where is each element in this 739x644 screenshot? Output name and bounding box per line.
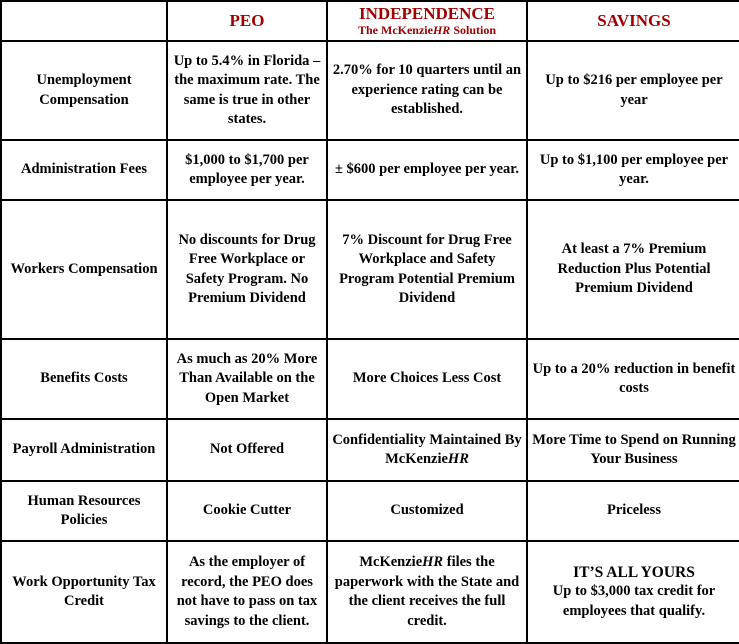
header-row (2, 2, 739, 42)
savings-cell (528, 542, 739, 642)
peo-cell: No discounts for Drug Free Workplace or Safety Program. No Premium Dividend (168, 201, 328, 340)
peo-cell: Up to 5.4% in Florida – the maximum rate. The same is true in other states. (168, 42, 328, 141)
savings-cell: Priceless (528, 482, 739, 542)
row-label: Payroll Administration (2, 420, 168, 482)
independence-text-post: files the paperwork with the State and the client receives the full credit. (334, 554, 520, 629)
independence-text-em: HR (447, 451, 469, 467)
savings-cell: Up to a 20% reduction in benefit costs (528, 340, 739, 420)
header-peo: PEO (168, 2, 328, 42)
subtitle-text-post: Solution (450, 23, 496, 37)
independence-cell: Customized (328, 482, 528, 542)
independence-cell: 2.70% for 10 quarters until an experience rating can be established. (328, 42, 528, 141)
table-row (2, 340, 739, 420)
savings-text: Up to $3,000 tax credit for employees that qualify. (552, 583, 716, 619)
peo-cell: Cookie Cutter (168, 482, 328, 542)
table-row (2, 420, 739, 482)
table-row (2, 482, 739, 542)
savings-title: IT’S ALL YOURS (573, 563, 695, 581)
savings-cell: Up to $216 per employee per year (528, 42, 739, 141)
peo-cell: As much as 20% More Than Available on the Open Market (168, 340, 328, 420)
row-label: Unemployment Compensation (2, 42, 168, 141)
row-label: Work Opportunity Tax Credit (2, 542, 168, 642)
savings-cell: More Time to Spend on Running Your Business (528, 420, 739, 482)
table-row (2, 141, 739, 201)
header-independence (328, 2, 528, 42)
independence-cell: ± $600 per employee per year. (328, 141, 528, 201)
row-label: Benefits Costs (2, 340, 168, 420)
header-savings: SAVINGS (528, 2, 739, 42)
row-label: Administration Fees (2, 141, 168, 201)
peo-cell: Not Offered (168, 420, 328, 482)
header-independence-title: INDEPENDENCE (358, 4, 496, 23)
row-label: Human Resources Policies (2, 482, 168, 542)
header-blank-cell (2, 2, 168, 42)
table-row (2, 42, 739, 141)
table-row (2, 542, 739, 642)
subtitle-text-pre: The McKenzie (357, 23, 433, 37)
savings-cell: At least a 7% Premium Reduction Plus Potential Premium Dividend (528, 201, 739, 340)
subtitle-text-em: HR (432, 23, 451, 37)
header-independence-subtitle (332, 23, 522, 37)
savings-cell: Up to $1,100 per employee per year. (528, 141, 739, 201)
independence-text-pre: McKenzie (359, 554, 423, 570)
independence-cell: 7% Discount for Drug Free Workplace and Safety Program Potential Premium Dividend (328, 201, 528, 340)
independence-cell (328, 420, 528, 482)
independence-text-em: HR (422, 554, 444, 570)
peo-cell: As the employer of record, the PEO does not have to pass on tax savings to the client. (168, 542, 328, 642)
independence-cell (328, 542, 528, 642)
independence-text: Confidentiality Maintained By McKenzie (332, 431, 522, 467)
row-label: Workers Compensation (2, 201, 168, 340)
independence-cell: More Choices Less Cost (328, 340, 528, 420)
peo-cell: $1,000 to $1,700 per employee per year. (168, 141, 328, 201)
table-row (2, 201, 739, 340)
